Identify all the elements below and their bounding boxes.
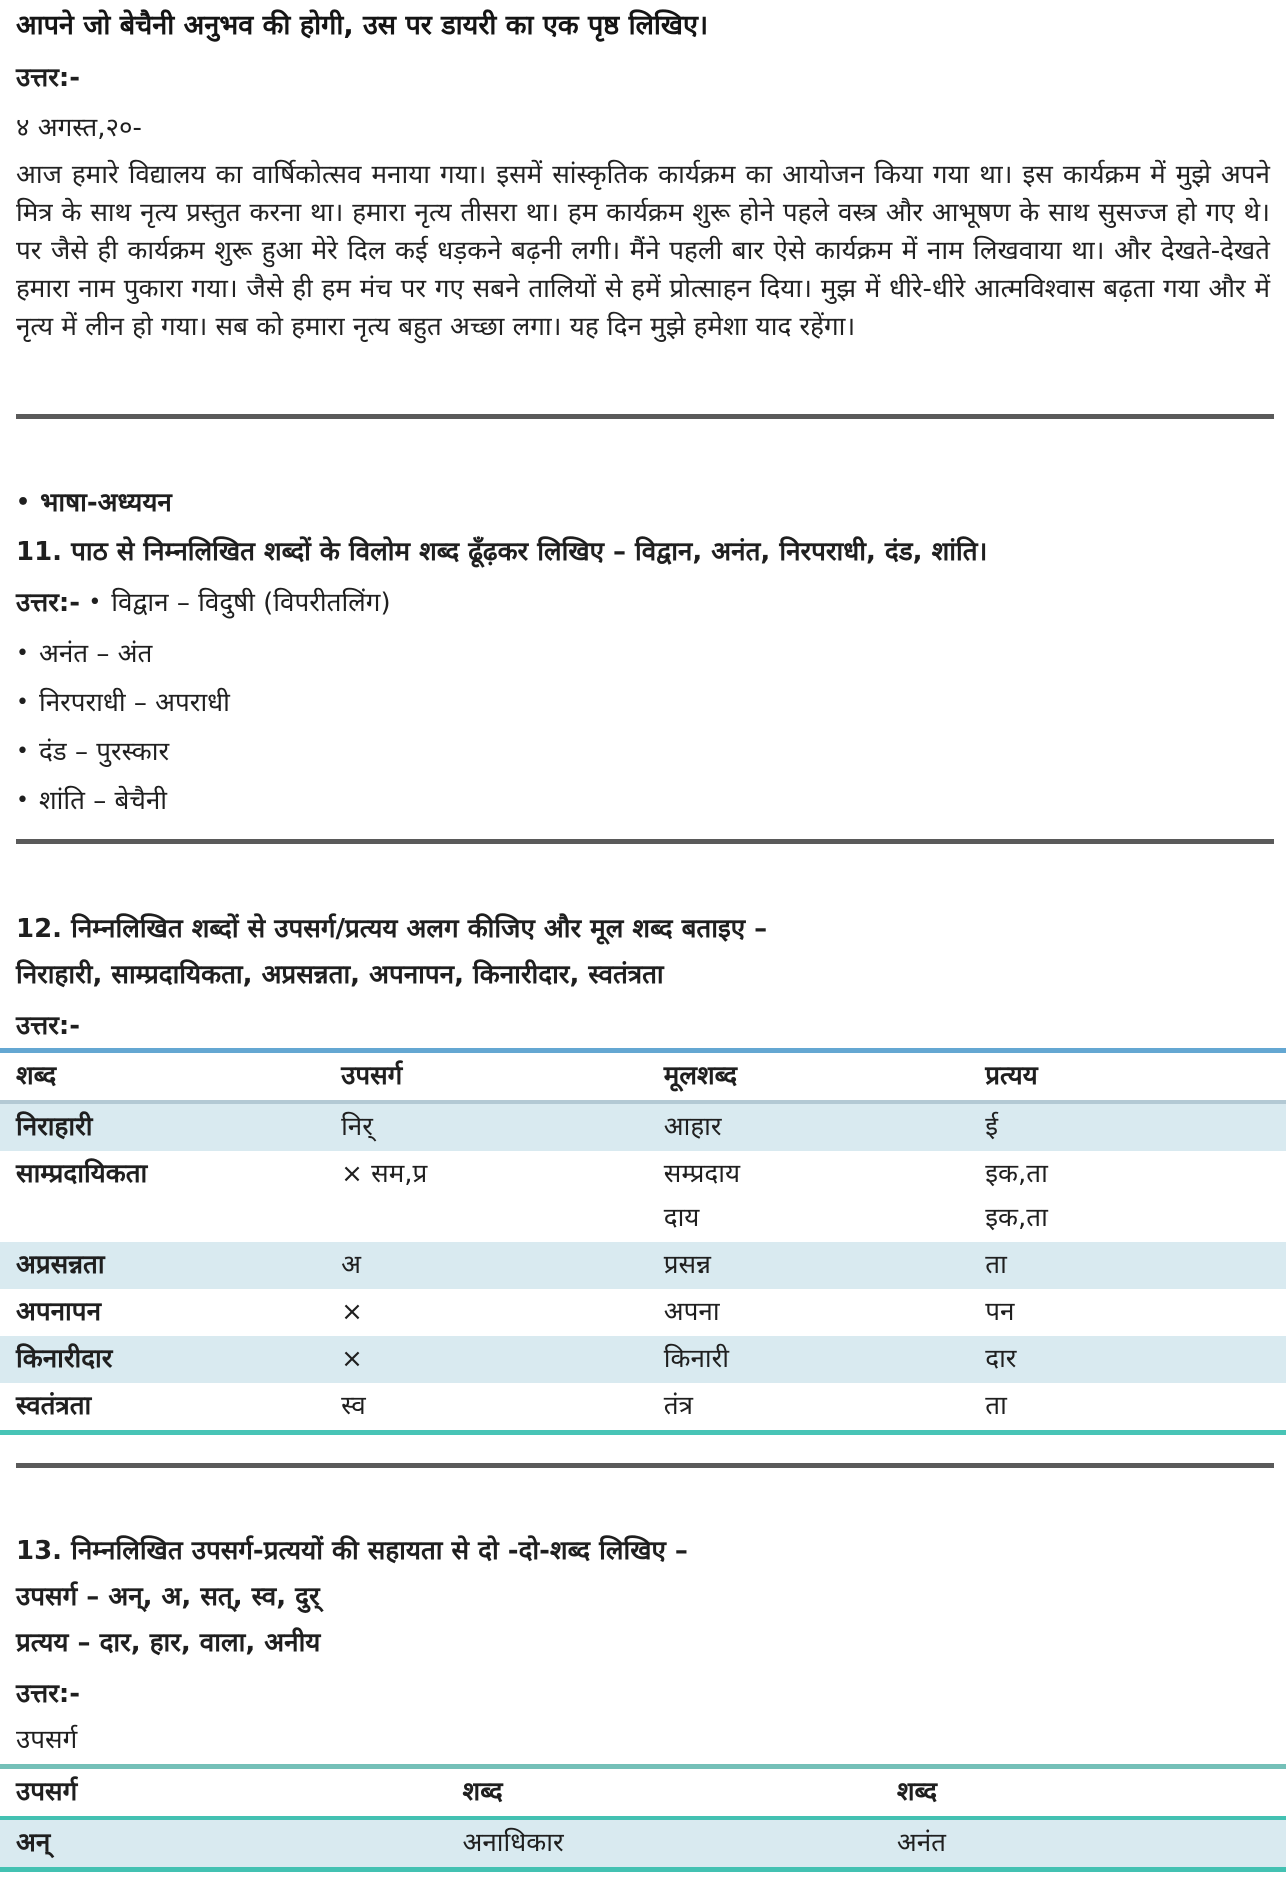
table-cell-upsarg: अन् xyxy=(16,1828,51,1858)
cell-line: दाय xyxy=(663,1203,700,1233)
table-row xyxy=(0,1289,1286,1336)
table-cell-word1: अनाधिकार xyxy=(462,1828,564,1858)
table-cell-pratyay: पन xyxy=(985,1297,1015,1327)
bullet-icon: • xyxy=(16,690,29,715)
q11-answer-first-line xyxy=(16,583,1270,623)
table-cell-pratyay: ई xyxy=(985,1112,999,1142)
diary-date: ४ अगस्त,२०- xyxy=(16,113,142,143)
question-12: 12. निम्नलिखित शब्दों से उपसर्ग/प्रत्यय अलग कीजिए और मूल शब्द बताइए – xyxy=(16,914,768,944)
table-row xyxy=(0,1383,1286,1433)
column-header: उपसर्ग xyxy=(16,1777,78,1807)
bullet-icon: • xyxy=(16,641,29,666)
table-header xyxy=(0,1051,1286,1103)
language-study-title-text: भाषा-अध्ययन xyxy=(40,488,172,518)
table-cell-upsarg: निर् xyxy=(341,1112,373,1142)
table-row xyxy=(0,1151,1286,1242)
language-study-title xyxy=(16,483,1270,523)
q13-sub-label: उपसर्ग xyxy=(16,1725,78,1755)
question-11: 11. पाठ से निम्नलिखित शब्दों के विलोम शब्द ढूँढ़कर लिखिए – विद्वान, अनंत, निरपराधी, दंड, शांति। xyxy=(16,537,988,567)
q11-item-text: निरपराधी – अपराधी xyxy=(38,688,230,718)
table-cell-word: साम्प्रदायिकता xyxy=(16,1159,148,1189)
table-body xyxy=(0,1102,1286,1433)
table-cell-mool: किनारी xyxy=(663,1344,729,1374)
cell-line: इक,ता xyxy=(985,1159,1048,1189)
table-cell-mool: तंत्र xyxy=(663,1391,693,1421)
question-12-words: निराहारी, साम्प्रदायिकता, अप्रसन्नता, अपनापन, किनारीदार, स्वतंत्रता xyxy=(16,960,664,990)
bullet-icon: • xyxy=(16,490,31,515)
column-header: शब्द xyxy=(896,1777,938,1807)
table-header-row xyxy=(0,1767,1286,1819)
q11-item-text: दंड – पुरस्कार xyxy=(38,737,170,767)
table-body xyxy=(0,1818,1286,1870)
q11-answer-label: उत्तर:- xyxy=(16,588,81,618)
diary-body-paragraph: आज हमारे विद्यालय का वार्षिकोत्सव मनाया गया। इसमें सांस्कृतिक कार्यक्रम का आयोजन किया गया था। इस कार्यक्रम में मुझे अपने मित्र के साथ नृत्य प्रस्तुत करना था। हमारा नृत्य तीसरा था। हम कार्यक्रम शुरू होने पहले वस्त्र और आभूषण के साथ सुसज्ज हो गए थे। पर जैसे ही कार्यक्रम शुरू हुआ मेरे दिल कई धड़कने बढ़नी लगी। मैंने पहली बार ऐसे कार्यक्रम में नाम लिखवाया था। और देखते-देखते हमारा नाम पुकारा गया। जैसे ही हम मंच पर गए सबने तालियों से हमें प्रोत्साहन दिया। मुझ में धीरे-धीरे आत्मविश्वास बढ़ता गया और में नृत्य में लीन हो गया। सब को हमारा नृत्य बहुत अच्छा लगा। यह दिन मुझे हमेशा याद रहेंगा। xyxy=(16,160,1270,342)
bullet-icon: • xyxy=(88,590,102,615)
table-cell-mool: आहार xyxy=(663,1112,722,1142)
bullet-icon: • xyxy=(16,739,29,764)
table-cell-word2: अनंत xyxy=(896,1828,946,1858)
list-item xyxy=(16,636,1270,672)
table-cell-pratyay: दार xyxy=(985,1344,1017,1374)
section-divider xyxy=(16,839,1274,844)
column-header: उपसर्ग xyxy=(341,1061,403,1091)
diary-question-heading: आपने जो बेचैनी अनुभव की होगी, उस पर डायरी का एक पृष्ठ लिखिए। xyxy=(16,10,709,41)
table-cell-pratyay: ता xyxy=(985,1391,1007,1421)
section-divider xyxy=(16,414,1274,419)
column-header: शब्द xyxy=(16,1061,57,1091)
list-item xyxy=(16,783,1270,819)
q11-item-text: विद्वान – विदुषी (विपरीतलिंग) xyxy=(111,588,391,618)
table-row xyxy=(0,1242,1286,1289)
table-cell-mool xyxy=(648,1151,970,1242)
table-row xyxy=(0,1102,1286,1151)
table-row xyxy=(0,1336,1286,1383)
table-cell-mool: अपना xyxy=(663,1297,720,1327)
table-cell-word: स्वतंत्रता xyxy=(16,1391,92,1421)
q12-answer-label: उत्तर:- xyxy=(16,1011,81,1041)
table-cell-word: किनारीदार xyxy=(16,1344,113,1374)
table-cell-word: निराहारी xyxy=(16,1112,93,1142)
table-row xyxy=(0,1818,1286,1870)
table-cell-pratyay xyxy=(969,1151,1286,1242)
cell-line: सम्प्रदाय xyxy=(663,1159,741,1189)
q13-answer-label: उत्तर:- xyxy=(16,1679,81,1709)
section-divider xyxy=(16,1463,1274,1468)
column-header: शब्द xyxy=(462,1777,503,1807)
table-cell-pratyay: ता xyxy=(985,1250,1007,1280)
table-cell-upsarg: × xyxy=(341,1344,363,1374)
table-cell-upsarg: × xyxy=(341,1297,363,1327)
table-cell-upsarg: × सम,प्र xyxy=(341,1159,428,1189)
q11-item-text: शांति – बेचैनी xyxy=(38,786,168,816)
diary-answer-label: उत्तर:- xyxy=(16,63,81,93)
upsarg-pratyay-table xyxy=(0,1048,1286,1435)
table-cell-word: अप्रसन्नता xyxy=(16,1250,105,1280)
table-header-row xyxy=(0,1051,1286,1103)
column-header: प्रत्यय xyxy=(985,1061,1038,1091)
table-cell-mool: प्रसन्न xyxy=(663,1250,711,1280)
upsarg-words-table xyxy=(0,1764,1286,1872)
bullet-icon: • xyxy=(16,788,29,813)
question-13: 13. निम्नलिखित उपसर्ग-प्रत्ययों की सहायता से दो -दो-शब्द लिखिए – xyxy=(16,1536,688,1566)
list-item xyxy=(16,734,1270,770)
list-item xyxy=(16,685,1270,721)
table-cell-upsarg: अ xyxy=(341,1250,361,1280)
column-header: मूलशब्द xyxy=(663,1061,738,1091)
table-cell-upsarg: स्व xyxy=(341,1391,366,1421)
q13-pratyay-line: प्रत्यय – दार, हार, वाला, अनीय xyxy=(16,1628,321,1658)
table-cell-word: अपनापन xyxy=(16,1297,101,1327)
table-header xyxy=(0,1767,1286,1819)
q11-item-text: अनंत – अंत xyxy=(38,639,153,669)
q13-upsarg-line: उपसर्ग – अन्, अ, सत्, स्व, दुर् xyxy=(16,1582,320,1612)
cell-line: इक,ता xyxy=(985,1203,1048,1233)
